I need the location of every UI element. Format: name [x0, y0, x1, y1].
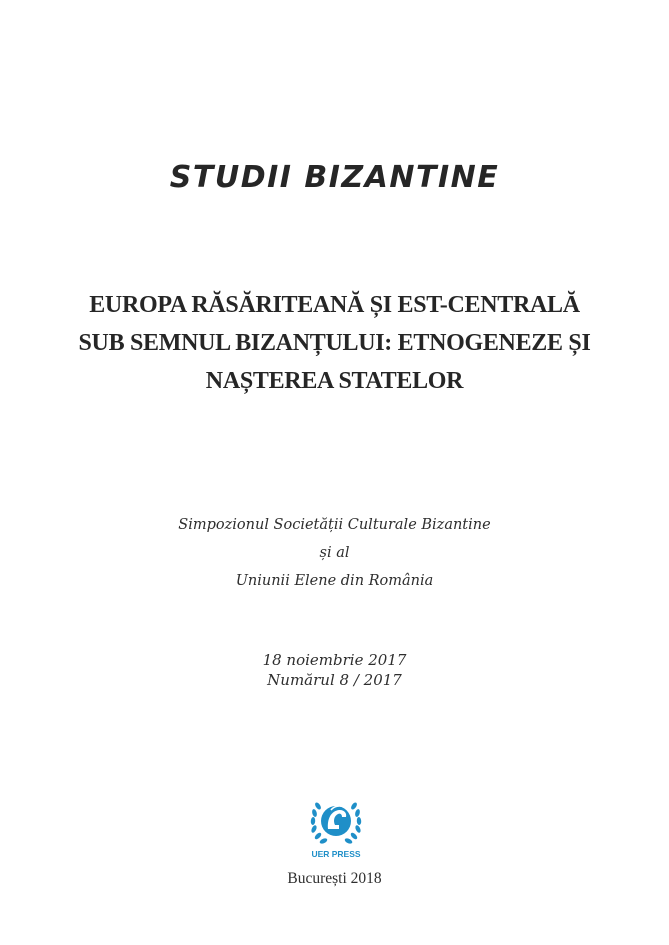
symposium-line-3: Uniunii Elene din România	[235, 573, 434, 589]
symposium-line-1: Simpozionul Societății Culturale Bizantine	[178, 517, 491, 533]
series-title: STUDII BIZANTINE	[169, 160, 500, 195]
logo-text: UER PRESS	[311, 849, 361, 859]
book-title-line-3: NAȘTEREA STATELOR	[205, 368, 464, 394]
symposium-block	[0, 511, 669, 595]
symposium-date: 18 noiembrie 2017	[262, 651, 407, 669]
laurel-wreath-helmet-icon	[309, 793, 363, 863]
symposium-line-2: și al	[319, 545, 350, 561]
book-title-line-1: EUROPA RĂSĂRITEANĂ ȘI EST-CENTRALĂ	[89, 292, 580, 318]
publisher-place-year: București 2018	[287, 870, 382, 887]
book-title	[40, 286, 629, 400]
publisher-logo	[309, 793, 363, 863]
issue-number: Numărul 8 / 2017	[267, 671, 402, 689]
book-title-line-2: SUB SEMNUL BIZANȚULUI: ETNOGENEZE ȘI	[78, 330, 591, 356]
issue-block	[0, 650, 669, 690]
